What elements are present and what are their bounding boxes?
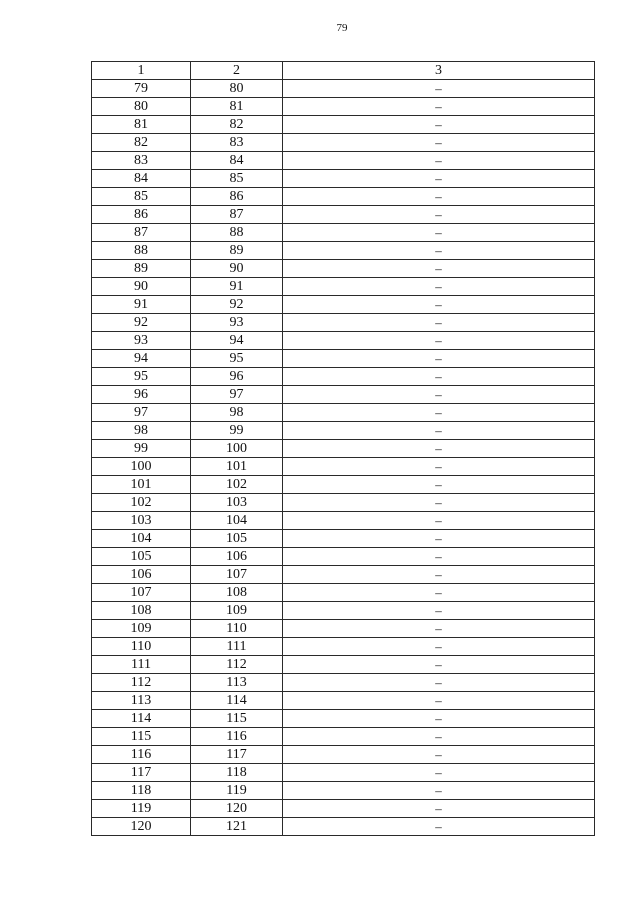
table-cell-col-1: 100: [92, 458, 191, 476]
table-row: [92, 656, 595, 674]
table-cell-col-2: 87: [191, 206, 283, 224]
table-cell-col-1: 108: [92, 602, 191, 620]
table-row: [92, 494, 595, 512]
table-cell-col-3: –: [283, 674, 595, 692]
table-cell-col-2: 105: [191, 530, 283, 548]
table-cell-col-2: 100: [191, 440, 283, 458]
column-header-3: 3: [283, 62, 595, 80]
table-row: [92, 440, 595, 458]
table-cell-col-2: 93: [191, 314, 283, 332]
table-cell-col-1: 112: [92, 674, 191, 692]
table-row: [92, 332, 595, 350]
table-row: [92, 530, 595, 548]
table-cell-col-2: 80: [191, 80, 283, 98]
table-cell-col-2: 84: [191, 152, 283, 170]
table-cell-col-1: 92: [92, 314, 191, 332]
table-cell-col-2: 104: [191, 512, 283, 530]
table-cell-col-1: 120: [92, 818, 191, 836]
table-cell-col-3: –: [283, 368, 595, 386]
table-cell-col-3: –: [283, 440, 595, 458]
table-cell-col-1: 81: [92, 116, 191, 134]
table-cell-col-2: 107: [191, 566, 283, 584]
table-cell-col-1: 86: [92, 206, 191, 224]
table-cell-col-3: –: [283, 512, 595, 530]
table-cell-col-2: 90: [191, 260, 283, 278]
table-cell-col-1: 110: [92, 638, 191, 656]
table-cell-col-3: –: [283, 188, 595, 206]
table-cell-col-2: 115: [191, 710, 283, 728]
column-header-1: 1: [92, 62, 191, 80]
table-cell-col-2: 121: [191, 818, 283, 836]
table-row: [92, 296, 595, 314]
table-cell-col-2: 101: [191, 458, 283, 476]
table-cell-col-1: 101: [92, 476, 191, 494]
table-cell-col-2: 97: [191, 386, 283, 404]
table-cell-col-3: –: [283, 494, 595, 512]
table-row: [92, 386, 595, 404]
table-cell-col-3: –: [283, 476, 595, 494]
table-cell-col-1: 118: [92, 782, 191, 800]
table-cell-col-1: 90: [92, 278, 191, 296]
table-cell-col-1: 104: [92, 530, 191, 548]
table-cell-col-1: 87: [92, 224, 191, 242]
table-row: [92, 170, 595, 188]
table-row: [92, 242, 595, 260]
table-row: [92, 404, 595, 422]
table-cell-col-1: 117: [92, 764, 191, 782]
table-row: [92, 134, 595, 152]
table-cell-col-3: –: [283, 602, 595, 620]
table-cell-col-3: –: [283, 746, 595, 764]
table-row: [92, 368, 595, 386]
table-cell-col-1: 109: [92, 620, 191, 638]
table-cell-col-2: 106: [191, 548, 283, 566]
table-cell-col-2: 91: [191, 278, 283, 296]
table-cell-col-2: 119: [191, 782, 283, 800]
table-cell-col-1: 88: [92, 242, 191, 260]
table-cell-col-2: 94: [191, 332, 283, 350]
table-row: [92, 458, 595, 476]
page-number: 79: [336, 22, 348, 34]
table-cell-col-1: 113: [92, 692, 191, 710]
table-row: [92, 224, 595, 242]
table-cell-col-2: 118: [191, 764, 283, 782]
table-cell-col-3: –: [283, 332, 595, 350]
table-cell-col-1: 83: [92, 152, 191, 170]
table-row: [92, 620, 595, 638]
table-cell-col-2: 89: [191, 242, 283, 260]
table-row: [92, 116, 595, 134]
table-row: [92, 548, 595, 566]
table-cell-col-3: –: [283, 710, 595, 728]
table-cell-col-3: –: [283, 116, 595, 134]
table-cell-col-1: 93: [92, 332, 191, 350]
table-cell-col-1: 99: [92, 440, 191, 458]
table-row: [92, 422, 595, 440]
table-cell-col-3: –: [283, 404, 595, 422]
table-cell-col-1: 84: [92, 170, 191, 188]
table-row: [92, 602, 595, 620]
table-row: [92, 278, 595, 296]
table-cell-col-2: 98: [191, 404, 283, 422]
table-cell-col-1: 82: [92, 134, 191, 152]
table-cell-col-1: 94: [92, 350, 191, 368]
data-table: [91, 61, 595, 836]
table-row: [92, 512, 595, 530]
table-cell-col-3: –: [283, 728, 595, 746]
table-cell-col-1: 95: [92, 368, 191, 386]
table-row: [92, 782, 595, 800]
table-row: [92, 764, 595, 782]
table-cell-col-3: –: [283, 134, 595, 152]
table-cell-col-1: 85: [92, 188, 191, 206]
table-row: [92, 80, 595, 98]
table-cell-col-1: 114: [92, 710, 191, 728]
table-cell-col-3: –: [283, 800, 595, 818]
table-cell-col-1: 106: [92, 566, 191, 584]
table-cell-col-3: –: [283, 566, 595, 584]
table-cell-col-3: –: [283, 782, 595, 800]
table-cell-col-3: –: [283, 260, 595, 278]
table-row: [92, 188, 595, 206]
table-cell-col-2: 109: [191, 602, 283, 620]
table-cell-col-2: 92: [191, 296, 283, 314]
table-cell-col-3: –: [283, 656, 595, 674]
table-cell-col-2: 99: [191, 422, 283, 440]
header-row: [92, 62, 595, 80]
table-cell-col-2: 112: [191, 656, 283, 674]
table-row: [92, 152, 595, 170]
table-cell-col-2: 114: [191, 692, 283, 710]
table-row: [92, 566, 595, 584]
table-cell-col-3: –: [283, 278, 595, 296]
table-cell-col-3: –: [283, 350, 595, 368]
table-cell-col-3: –: [283, 620, 595, 638]
table-row: [92, 476, 595, 494]
table-row: [92, 728, 595, 746]
table-cell-col-3: –: [283, 206, 595, 224]
table-cell-col-2: 113: [191, 674, 283, 692]
table-cell-col-2: 95: [191, 350, 283, 368]
table-row: [92, 206, 595, 224]
table-row: [92, 692, 595, 710]
table-cell-col-1: 115: [92, 728, 191, 746]
table-cell-col-3: –: [283, 386, 595, 404]
table-cell-col-3: –: [283, 458, 595, 476]
table-cell-col-1: 107: [92, 584, 191, 602]
table-cell-col-3: –: [283, 224, 595, 242]
table-cell-col-2: 108: [191, 584, 283, 602]
table-cell-col-2: 82: [191, 116, 283, 134]
table-row: [92, 800, 595, 818]
table-row: [92, 350, 595, 368]
table-row: [92, 746, 595, 764]
table-cell-col-2: 103: [191, 494, 283, 512]
table-cell-col-2: 81: [191, 98, 283, 116]
table-cell-col-2: 102: [191, 476, 283, 494]
table-cell-col-3: –: [283, 818, 595, 836]
table-cell-col-1: 105: [92, 548, 191, 566]
table-cell-col-1: 119: [92, 800, 191, 818]
table-cell-col-2: 85: [191, 170, 283, 188]
table-cell-col-2: 86: [191, 188, 283, 206]
table-row: [92, 710, 595, 728]
table-cell-col-3: –: [283, 98, 595, 116]
table-cell-col-1: 116: [92, 746, 191, 764]
table-cell-col-3: –: [283, 692, 595, 710]
table-cell-col-1: 80: [92, 98, 191, 116]
table-cell-col-3: –: [283, 296, 595, 314]
table-cell-col-3: –: [283, 548, 595, 566]
table-row: [92, 98, 595, 116]
table-cell-col-2: 117: [191, 746, 283, 764]
table-cell-col-3: –: [283, 80, 595, 98]
table-cell-col-3: –: [283, 170, 595, 188]
table-cell-col-1: 102: [92, 494, 191, 512]
table-cell-col-1: 91: [92, 296, 191, 314]
table-row: [92, 818, 595, 836]
table-row: [92, 674, 595, 692]
table-cell-col-3: –: [283, 242, 595, 260]
table-row: [92, 638, 595, 656]
table-cell-col-1: 98: [92, 422, 191, 440]
table-header: [92, 62, 595, 80]
table-cell-col-3: –: [283, 638, 595, 656]
table-cell-col-2: 110: [191, 620, 283, 638]
table-cell-col-3: –: [283, 764, 595, 782]
table-cell-col-2: 120: [191, 800, 283, 818]
table-row: [92, 584, 595, 602]
table-cell-col-3: –: [283, 422, 595, 440]
table-body: [92, 80, 595, 836]
table-row: [92, 260, 595, 278]
table-cell-col-2: 116: [191, 728, 283, 746]
table-cell-col-3: –: [283, 152, 595, 170]
table-cell-col-1: 79: [92, 80, 191, 98]
table-cell-col-3: –: [283, 314, 595, 332]
table-cell-col-1: 89: [92, 260, 191, 278]
table-cell-col-1: 103: [92, 512, 191, 530]
table-cell-col-3: –: [283, 584, 595, 602]
table-cell-col-3: –: [283, 530, 595, 548]
table-cell-col-1: 97: [92, 404, 191, 422]
table-cell-col-2: 96: [191, 368, 283, 386]
table-cell-col-2: 111: [191, 638, 283, 656]
table-cell-col-2: 83: [191, 134, 283, 152]
table-cell-col-1: 96: [92, 386, 191, 404]
table-cell-col-1: 111: [92, 656, 191, 674]
table-cell-col-2: 88: [191, 224, 283, 242]
table-row: [92, 314, 595, 332]
column-header-2: 2: [191, 62, 283, 80]
